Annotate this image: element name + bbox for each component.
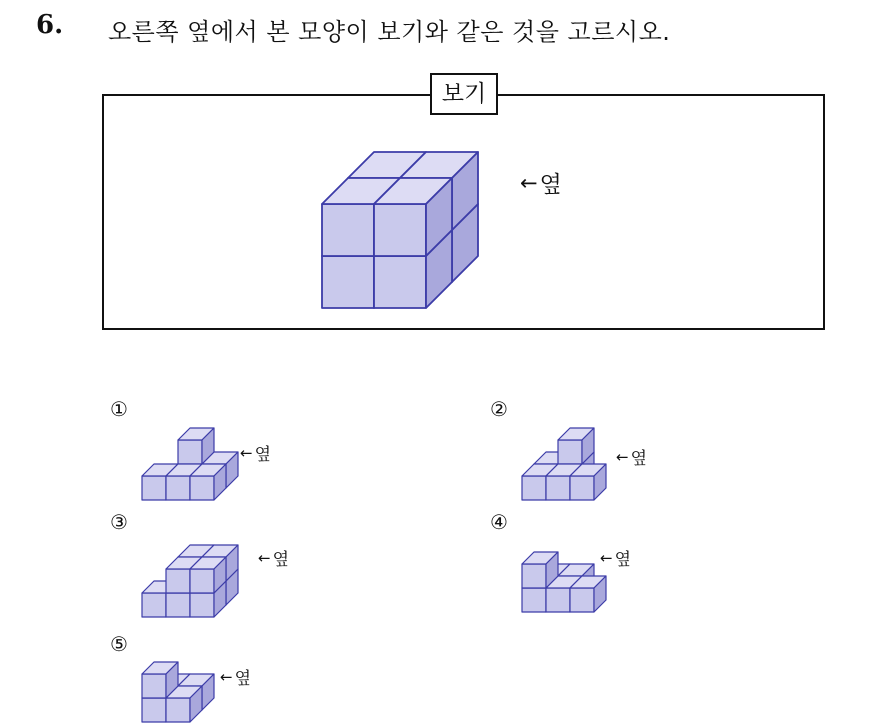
- left-arrow-icon: ←: [520, 170, 538, 195]
- left-arrow-icon: ←: [220, 667, 233, 686]
- side-label-text: 옆: [234, 669, 252, 689]
- cube-front-face: [374, 256, 426, 308]
- choice-2-figure[interactable]: [520, 412, 630, 502]
- cube-front-face: [522, 588, 546, 612]
- question-number: 6.: [36, 10, 64, 40]
- cube-front-face: [570, 476, 594, 500]
- left-arrow-icon: ←: [240, 443, 253, 462]
- choice-4-side-label: [600, 545, 631, 570]
- cube-front-face: [166, 569, 190, 593]
- side-label-text: 옆: [272, 550, 290, 570]
- choice-3-figure[interactable]: [140, 524, 280, 619]
- left-arrow-icon: ←: [616, 447, 629, 466]
- choice-5-number[interactable]: ⑤: [110, 632, 128, 656]
- cube-front-face: [166, 698, 190, 722]
- side-label-text: 옆: [614, 550, 632, 570]
- side-label-text: 옆: [630, 449, 648, 469]
- question-text: 오른쪽 옆에서 본 모양이 보기와 같은 것을 고르시오.: [108, 18, 671, 46]
- cube-front-face: [142, 476, 166, 500]
- choice-1-figure[interactable]: [140, 412, 250, 502]
- cube-front-face: [142, 674, 166, 698]
- left-arrow-icon: ←: [258, 548, 271, 567]
- choice-5-side-label: [220, 664, 251, 689]
- cube-front-face: [190, 569, 214, 593]
- example-figure: [320, 110, 540, 310]
- choice-1-side-label: [240, 440, 271, 465]
- cube-front-face: [166, 476, 190, 500]
- side-label-text: 옆: [539, 172, 562, 198]
- left-arrow-icon: ←: [600, 548, 613, 567]
- choice-3-side-label: [258, 545, 289, 570]
- cube-front-face: [142, 698, 166, 722]
- cube-front-face: [522, 476, 546, 500]
- example-side-label: [520, 166, 562, 199]
- cube-front-face: [546, 476, 570, 500]
- cube-front-face: [322, 256, 374, 308]
- cube-front-face: [322, 204, 374, 256]
- choice-4-number[interactable]: ④: [490, 510, 508, 534]
- cube-front-face: [558, 440, 582, 464]
- cube-front-face: [190, 593, 214, 617]
- cube-front-face: [522, 564, 546, 588]
- cube-front-face: [546, 588, 570, 612]
- example-label: 보기: [430, 73, 498, 115]
- cube-front-face: [166, 593, 190, 617]
- cube-front-face: [190, 476, 214, 500]
- side-label-text: 옆: [254, 445, 272, 465]
- choice-1-number[interactable]: ①: [110, 397, 128, 421]
- cube-front-face: [374, 204, 426, 256]
- choice-2-number[interactable]: ②: [490, 397, 508, 421]
- cube-front-face: [178, 440, 202, 464]
- cube-front-face: [142, 593, 166, 617]
- cube-front-face: [570, 588, 594, 612]
- choice-2-side-label: [616, 444, 647, 469]
- choice-3-number[interactable]: ③: [110, 510, 128, 534]
